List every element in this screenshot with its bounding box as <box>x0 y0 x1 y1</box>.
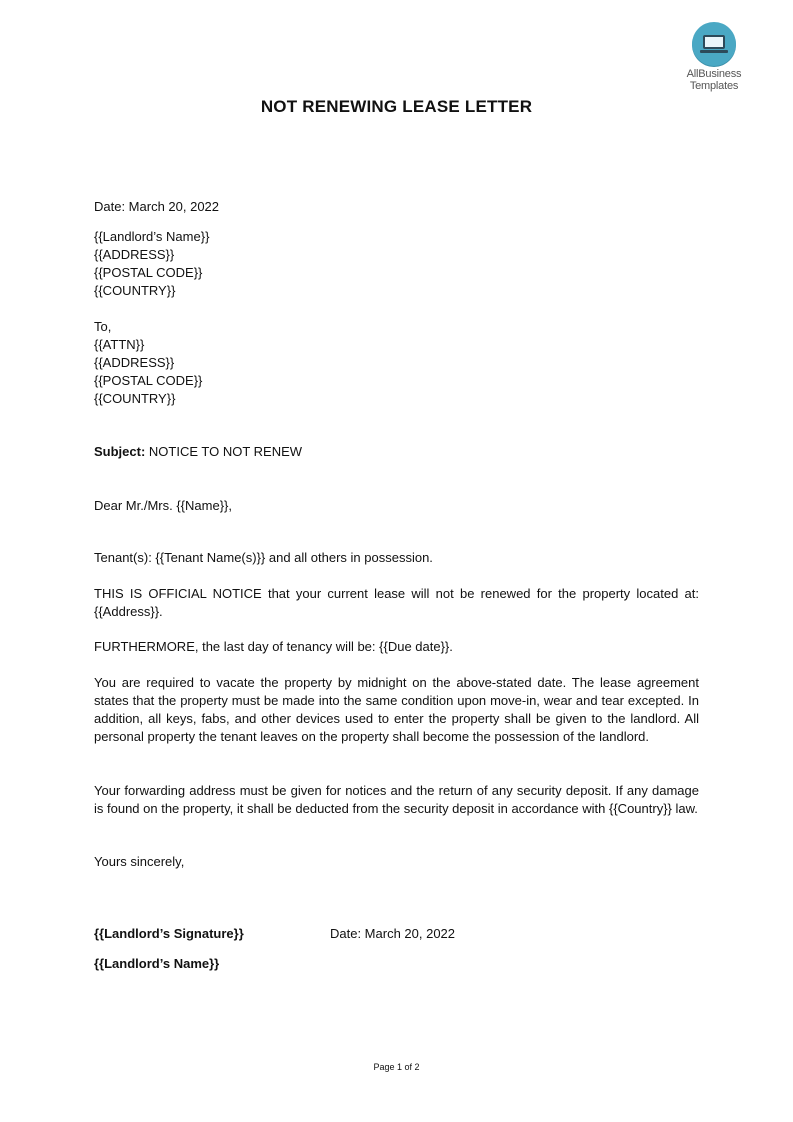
date-block <box>94 198 699 216</box>
signature-row <box>94 925 699 943</box>
laptop-icon <box>692 22 736 66</box>
paragraph-notice <box>94 585 699 621</box>
salutation-text: Dear Mr./Mrs. {{Name}}, <box>94 498 232 513</box>
to-label: To, <box>94 319 112 334</box>
notice-text: THIS IS OFFICIAL NOTICE that your current lease will not be renewed for the property located at: {{Address}}. <box>94 586 699 619</box>
furthermore-text: FURTHERMORE, the last day of tenancy will be: {{Due date}}. <box>94 639 453 654</box>
signer-name: {{Landlord’s Name}} <box>94 956 220 971</box>
recipient-line: {{COUNTRY}} <box>94 391 176 406</box>
page-number: Page 1 of 2 <box>373 1062 420 1072</box>
brand-logo <box>678 22 750 92</box>
sender-line: {{ADDRESS}} <box>94 247 175 262</box>
tenants-line <box>94 549 699 567</box>
document-title: NOT RENEWING LEASE LETTER <box>260 97 533 116</box>
recipient-line: {{POSTAL CODE}} <box>94 373 203 388</box>
paragraph-forwarding <box>94 782 699 818</box>
sender-line: {{Landlord’s Name}} <box>94 229 210 244</box>
vacate-text: You are required to vacate the property by midnight on the above-stated date. The lease agreement states that the property must be made into the same condition upon move-in, wear and tear excepted. In addition, all keys, fabs, and other devices used to enter the property shall be given to the landlord. All personal property the tenant leaves on the property shall become the possession of the landlord. <box>94 675 699 744</box>
brand-line-2: Templates <box>689 80 739 92</box>
subject-text: NOTICE TO NOT RENEW <box>145 444 303 459</box>
recipient-address <box>94 318 699 408</box>
letter-date: Date: March 20, 2022 <box>94 199 220 214</box>
recipient-line: {{ATTN}} <box>94 337 145 352</box>
subject-label: Subject: <box>94 444 146 459</box>
paragraph-vacate <box>94 674 699 746</box>
sender-line: {{COUNTRY}} <box>94 283 176 298</box>
recipient-line: {{ADDRESS}} <box>94 355 175 370</box>
closing <box>94 853 699 871</box>
tenants-text: Tenant(s): {{Tenant Name(s)}} and all others in possession. <box>94 550 433 565</box>
subject-line <box>94 443 699 461</box>
signature-date: Date: March 20, 2022 <box>330 926 456 941</box>
closing-text: Yours sincerely, <box>94 854 185 869</box>
brand-name <box>678 68 750 92</box>
brand-line-1: AllBusiness <box>686 68 742 80</box>
signer-block <box>94 955 699 973</box>
signature-placeholder: {{Landlord’s Signature}} <box>94 926 244 941</box>
salutation <box>94 497 699 515</box>
paragraph-furthermore <box>94 638 699 656</box>
sender-address <box>94 228 699 300</box>
forwarding-text: Your forwarding address must be given for notices and the return of any security deposit. If any damage is found on the property, it shall be deducted from the security deposit in accordance with {{Country}} law. <box>94 783 699 816</box>
sender-line: {{POSTAL CODE}} <box>94 265 203 280</box>
